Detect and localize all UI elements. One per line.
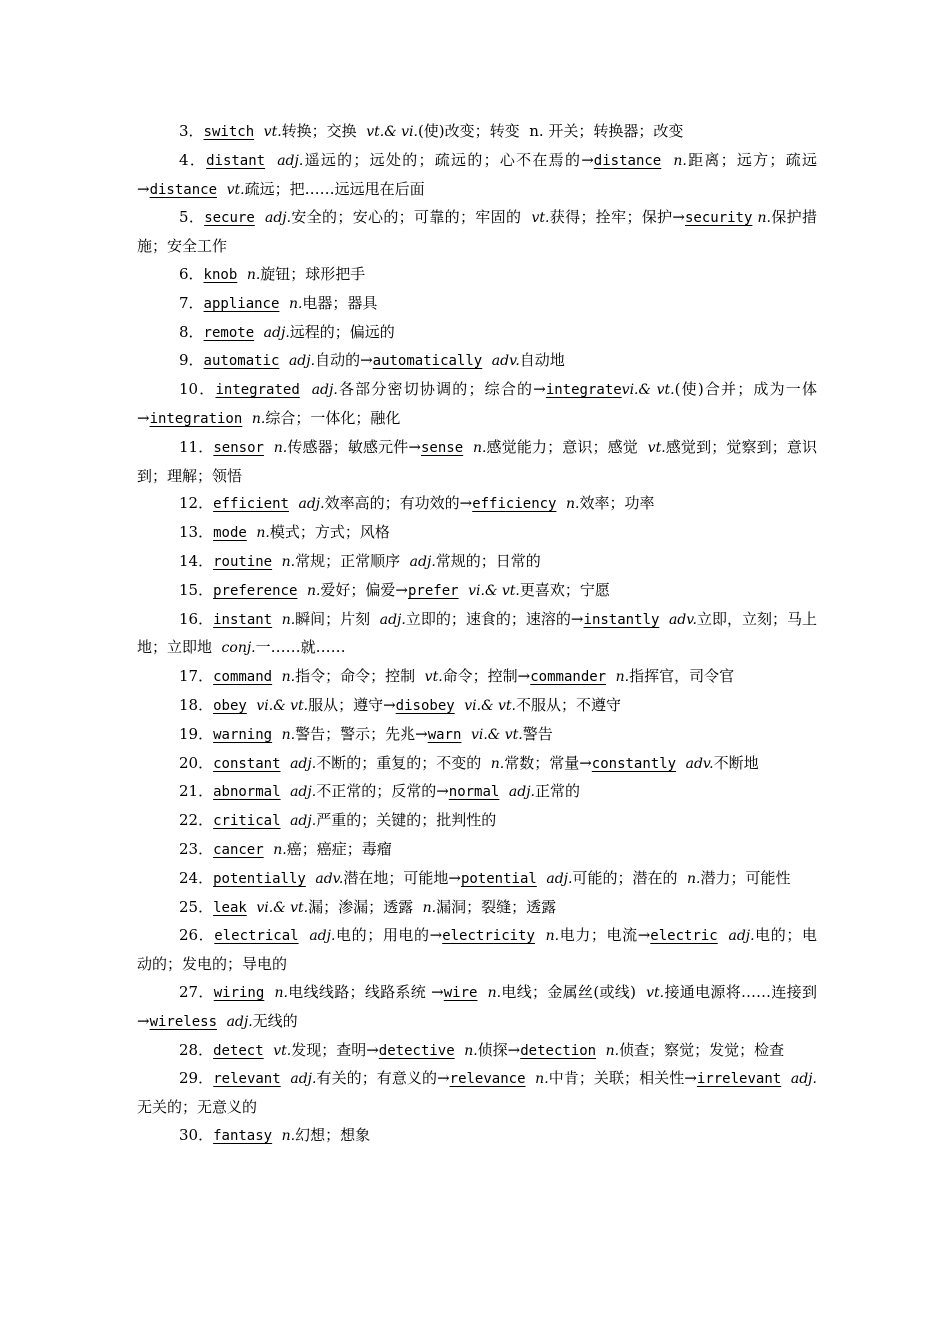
entry-text: 电力；电流→ bbox=[559, 926, 651, 945]
entry-text bbox=[264, 983, 274, 1001]
entry-text bbox=[659, 610, 669, 628]
entry-text: 转换；交换 bbox=[281, 122, 367, 140]
vocab-entry bbox=[137, 1065, 817, 1122]
vocab-word: relevance bbox=[449, 1071, 526, 1088]
entry-text: 正常的 bbox=[535, 782, 581, 801]
entry-text bbox=[247, 696, 257, 714]
part-of-speech: n. bbox=[288, 295, 303, 312]
part-of-speech: vi.& vt. bbox=[464, 697, 516, 714]
entry-text: 30． bbox=[179, 1125, 214, 1144]
entry-text: 23． bbox=[179, 839, 214, 858]
entry-text bbox=[526, 1069, 536, 1087]
part-of-speech: n. bbox=[673, 152, 687, 169]
entry-text: 严重的；关键的；批判性的 bbox=[316, 811, 497, 830]
entry-text: 获得；拴牢；保护→ bbox=[549, 208, 685, 227]
entry-text: 中肯；关联；相关性→ bbox=[548, 1069, 697, 1088]
vocab-word: irrelevant bbox=[696, 1071, 782, 1088]
entry-text: 10． bbox=[179, 380, 216, 399]
part-of-speech: n. bbox=[256, 525, 270, 542]
entry-text bbox=[281, 1069, 291, 1087]
part-of-speech: n. bbox=[605, 1042, 620, 1059]
entry-text: 电器；器具 bbox=[302, 293, 378, 312]
entry-text bbox=[299, 926, 310, 944]
entry-text: 疏远；把……远远甩在后面 bbox=[244, 179, 425, 198]
entry-text bbox=[255, 208, 265, 226]
entry-text: 效率；功率 bbox=[579, 494, 655, 513]
vocab-entry bbox=[137, 922, 817, 979]
part-of-speech: adj. bbox=[309, 928, 336, 945]
entry-text bbox=[254, 323, 264, 341]
part-of-speech: n. bbox=[422, 899, 437, 916]
entry-text: 无关的；无意义的 bbox=[137, 1098, 258, 1117]
entry-text: 漏洞；裂缝；透露 bbox=[436, 897, 557, 916]
vocab-entry bbox=[137, 204, 817, 261]
entry-text bbox=[556, 494, 566, 512]
part-of-speech: vi.& vt. bbox=[468, 582, 520, 599]
entry-text: 9． bbox=[179, 351, 204, 370]
entry-text bbox=[264, 1041, 274, 1059]
part-of-speech: vt. bbox=[531, 210, 550, 227]
entry-text bbox=[279, 351, 289, 369]
vocab-word: detective bbox=[378, 1042, 455, 1059]
entry-text: 各部分密切协调的；综合的→ bbox=[337, 380, 546, 399]
entry-text: 侦查；察觉；发觉；检查 bbox=[619, 1040, 785, 1059]
vocab-word: switch bbox=[203, 124, 255, 140]
entry-text: 服从；遵守→ bbox=[308, 695, 396, 714]
entry-text: 21． bbox=[179, 782, 214, 801]
vocab-word: constant bbox=[213, 755, 281, 772]
part-of-speech: adj. bbox=[728, 928, 755, 945]
vocab-word: integrated bbox=[215, 382, 300, 399]
entry-text: 常数；常量→ bbox=[504, 753, 592, 772]
vocab-word: wireless bbox=[149, 1013, 218, 1030]
vocab-word: electricity bbox=[442, 928, 535, 945]
entry-text bbox=[297, 581, 307, 599]
vocab-entry bbox=[137, 490, 817, 519]
entry-text: 综合；一体化；融化 bbox=[265, 408, 401, 427]
part-of-speech: n. bbox=[545, 928, 560, 945]
entry-text bbox=[272, 725, 282, 743]
entry-text bbox=[272, 667, 282, 685]
vocab-word: distance bbox=[149, 181, 218, 198]
part-of-speech: vt. bbox=[646, 984, 665, 1001]
vocab-word: sense bbox=[420, 439, 464, 456]
vocab-entry bbox=[137, 1122, 817, 1151]
part-of-speech: n. bbox=[566, 496, 580, 513]
vocab-word: automatic bbox=[203, 353, 280, 370]
entry-text bbox=[281, 782, 291, 800]
entry-text: 26． bbox=[179, 926, 215, 945]
vocab-word: mode bbox=[213, 525, 247, 542]
entry-text bbox=[264, 840, 274, 858]
vocab-word: remote bbox=[203, 324, 255, 341]
part-of-speech: vt. bbox=[273, 1042, 292, 1059]
vocab-word: distance bbox=[593, 152, 662, 169]
entry-text bbox=[455, 696, 465, 714]
entry-text: 无线的 bbox=[252, 1011, 298, 1030]
entry-text: 17． bbox=[179, 667, 214, 686]
entry-text: 7． bbox=[179, 293, 204, 312]
vocab-entry bbox=[137, 721, 817, 750]
part-of-speech: adj. bbox=[546, 870, 573, 887]
entry-text: 自动的→ bbox=[315, 351, 373, 370]
entry-text: 瞬间；片刻 bbox=[295, 609, 380, 628]
entry-text: 28． bbox=[179, 1040, 214, 1059]
entry-text: 不断地 bbox=[713, 753, 759, 772]
part-of-speech: adj. bbox=[409, 553, 436, 570]
part-of-speech: adj. bbox=[226, 1013, 253, 1030]
vocab-entry bbox=[137, 894, 817, 923]
entry-text: 幻想；想象 bbox=[295, 1125, 371, 1144]
entry-text: 漏；渗漏；透露 bbox=[308, 897, 423, 916]
vocab-word: electrical bbox=[214, 928, 299, 945]
entry-text: 电线线路；线路系统 → bbox=[287, 982, 444, 1001]
vocab-word: wiring bbox=[213, 984, 265, 1001]
entry-text: 模式；方式；风格 bbox=[269, 523, 390, 542]
entry-text bbox=[264, 438, 274, 456]
part-of-speech: n. bbox=[281, 553, 296, 570]
vocab-word: detect bbox=[213, 1042, 264, 1059]
part-of-speech: adj. bbox=[298, 496, 325, 513]
entry-text bbox=[247, 898, 257, 916]
entry-text bbox=[281, 811, 291, 829]
vocab-word: electric bbox=[650, 928, 718, 945]
vocab-entry bbox=[137, 606, 817, 664]
entry-text bbox=[254, 122, 264, 140]
entry-text: 22． bbox=[179, 811, 214, 830]
part-of-speech: adj. bbox=[379, 611, 406, 628]
part-of-speech: adj. bbox=[311, 382, 338, 399]
entry-text bbox=[718, 926, 729, 944]
entry-text: 3． bbox=[179, 122, 204, 140]
vocab-word: warn bbox=[427, 726, 462, 743]
entry-text bbox=[781, 1069, 791, 1087]
vocab-word: sensor bbox=[213, 439, 264, 456]
part-of-speech: n. bbox=[281, 726, 296, 743]
entry-text: 旋钮；球形把手 bbox=[260, 264, 366, 283]
part-of-speech: vt. bbox=[263, 124, 282, 140]
vocab-entry bbox=[137, 376, 817, 434]
entry-text: 25． bbox=[179, 897, 214, 916]
vocab-word: wire bbox=[443, 984, 478, 1001]
part-of-speech: n. bbox=[274, 984, 288, 1001]
entry-text: 13． bbox=[179, 523, 214, 542]
part-of-speech: n. bbox=[251, 410, 266, 427]
vocab-word: efficiency bbox=[472, 496, 557, 513]
part-of-speech: n. bbox=[615, 669, 630, 686]
entry-text: 接通电源将……连接到→ bbox=[137, 982, 817, 1030]
part-of-speech: adv. bbox=[685, 755, 714, 772]
entry-text: 不服从；不遵守 bbox=[515, 695, 621, 714]
vocab-entry bbox=[137, 692, 817, 721]
vocab-entry bbox=[137, 807, 817, 836]
entry-text bbox=[237, 265, 247, 283]
entry-text: 爱好；偏爱→ bbox=[320, 580, 408, 599]
vocab-word: routine bbox=[213, 553, 273, 570]
entry-text: 感觉能力；意识；感觉 bbox=[486, 437, 648, 456]
part-of-speech: adv. bbox=[491, 353, 520, 370]
entry-text: 感觉到；觉察到；意识到；理解；领悟 bbox=[137, 437, 817, 485]
vocab-entry bbox=[137, 979, 817, 1037]
vocab-word: efficient bbox=[213, 496, 289, 513]
entry-text bbox=[661, 151, 673, 169]
entry-text: 癌；癌症；毒瘤 bbox=[286, 839, 392, 858]
vocab-entry bbox=[137, 347, 817, 376]
entry-text: 电的；用电的→ bbox=[335, 926, 443, 945]
entry-text: 侦探→ bbox=[477, 1040, 521, 1059]
entry-text bbox=[306, 869, 316, 887]
part-of-speech: vi.& vt. bbox=[621, 382, 675, 399]
entry-text bbox=[272, 552, 282, 570]
vocab-word: potentially bbox=[213, 870, 306, 887]
entry-text: 16． bbox=[179, 609, 214, 628]
entry-text: 12． bbox=[179, 494, 214, 513]
vocab-entry bbox=[137, 577, 817, 606]
vocab-entry bbox=[137, 434, 817, 491]
entry-text: 指挥官，司令官 bbox=[629, 667, 735, 686]
vocab-word: command bbox=[213, 669, 273, 686]
entry-text bbox=[265, 151, 277, 169]
part-of-speech: adj. bbox=[264, 210, 292, 227]
entry-text: 潜在地；可能地→ bbox=[343, 868, 461, 887]
entry-text bbox=[477, 983, 487, 1001]
part-of-speech: n. bbox=[281, 611, 296, 628]
vocab-word: security bbox=[684, 210, 753, 227]
entry-text: 不正常的；反常的→ bbox=[316, 782, 449, 801]
entry-text: 立即，立刻；马上地；立即地 bbox=[137, 609, 818, 657]
entry-text bbox=[279, 294, 289, 312]
entry-text: (使)合并；成为一体→ bbox=[137, 380, 817, 427]
part-of-speech: n. bbox=[757, 210, 771, 227]
part-of-speech: n. bbox=[246, 266, 261, 283]
entry-text: 29． bbox=[179, 1069, 214, 1088]
part-of-speech: adv. bbox=[315, 870, 344, 887]
entry-text bbox=[289, 494, 299, 512]
vocab-word: disobey bbox=[395, 697, 455, 714]
entry-text: 传感器；敏感元件→ bbox=[287, 437, 421, 456]
vocab-entry bbox=[137, 750, 817, 779]
vocab-entry bbox=[137, 290, 817, 319]
part-of-speech: adj. bbox=[290, 813, 317, 830]
vocab-word: fantasy bbox=[213, 1127, 273, 1144]
part-of-speech: adj. bbox=[290, 755, 317, 772]
entry-text: 常规的；日常的 bbox=[435, 551, 541, 570]
entry-text: 18． bbox=[179, 695, 214, 714]
part-of-speech: n. bbox=[464, 1042, 478, 1059]
part-of-speech: adj. bbox=[290, 1071, 317, 1088]
part-of-speech: vi.& vt. bbox=[470, 726, 523, 743]
part-of-speech: adj. bbox=[288, 353, 316, 370]
part-of-speech: n. bbox=[273, 841, 287, 858]
part-of-speech: vi.& vt. bbox=[256, 697, 309, 714]
vocab-entry bbox=[137, 1037, 817, 1066]
vocab-word: relevant bbox=[213, 1071, 281, 1088]
entry-text: 常规；正常顺序 bbox=[295, 551, 410, 570]
entry-text bbox=[247, 523, 257, 541]
vocab-entry bbox=[137, 836, 817, 865]
entry-text: 警告；警示；先兆→ bbox=[295, 724, 428, 743]
vocab-word: commander bbox=[530, 669, 607, 686]
entry-text: 15． bbox=[179, 580, 214, 599]
entry-text: 更喜欢；宁愿 bbox=[519, 580, 610, 599]
vocab-word: integrate bbox=[545, 382, 622, 399]
entry-text bbox=[482, 351, 492, 369]
entry-text: 电线；金属丝(或线) bbox=[501, 982, 647, 1001]
entry-text: 警告 bbox=[522, 724, 553, 743]
entry-text bbox=[272, 610, 282, 628]
vocab-entry bbox=[137, 778, 817, 807]
vocab-word: obey bbox=[213, 697, 247, 714]
vocab-word: automatically bbox=[372, 353, 483, 370]
entry-text: 远程的；偏远的 bbox=[289, 322, 395, 341]
part-of-speech: vt. bbox=[647, 439, 666, 456]
part-of-speech: vt.& vi. bbox=[366, 124, 418, 140]
entry-text: 发现；查明→ bbox=[291, 1040, 379, 1059]
entry-text: 指令；命令；控制 bbox=[295, 667, 425, 686]
entry-text: 19． bbox=[179, 724, 214, 743]
entry-text: 有关的；有意义的→ bbox=[316, 1069, 450, 1088]
entry-text bbox=[281, 754, 291, 772]
vocab-entry bbox=[137, 118, 817, 147]
part-of-speech: n. bbox=[687, 870, 701, 887]
part-of-speech: n. bbox=[490, 755, 505, 772]
part-of-speech: adj. bbox=[290, 784, 317, 801]
part-of-speech: adj. bbox=[277, 152, 304, 169]
part-of-speech: n. bbox=[535, 1071, 549, 1088]
vocab-word: distant bbox=[206, 152, 266, 169]
entry-text: 24． bbox=[179, 868, 214, 887]
entry-text: 27． bbox=[179, 982, 214, 1001]
entry-text bbox=[242, 409, 252, 427]
part-of-speech: vt. bbox=[226, 181, 245, 198]
entry-text: 14． bbox=[179, 551, 214, 570]
entry-text: 11． bbox=[179, 437, 214, 456]
vocab-word: cancer bbox=[213, 841, 264, 858]
part-of-speech: n. bbox=[281, 1127, 296, 1144]
vocab-word: leak bbox=[213, 899, 247, 916]
vocab-word: normal bbox=[448, 784, 500, 801]
entry-text bbox=[300, 380, 312, 398]
entry-text bbox=[606, 667, 616, 685]
vocab-word: secure bbox=[204, 210, 255, 227]
vocab-word: knob bbox=[203, 266, 238, 283]
vocab-word: preference bbox=[213, 582, 298, 599]
entry-text bbox=[217, 1012, 227, 1030]
entry-text: 潜力；可能性 bbox=[700, 868, 791, 887]
vocab-entry bbox=[137, 261, 817, 290]
entry-text bbox=[596, 1041, 606, 1059]
entry-text: 6． bbox=[179, 264, 204, 283]
vocab-entry bbox=[137, 519, 817, 548]
part-of-speech: n. bbox=[472, 439, 487, 456]
vocabulary-list bbox=[137, 118, 817, 1151]
entry-text: 可能的；潜在的 bbox=[572, 868, 688, 887]
part-of-speech: n. bbox=[306, 582, 321, 599]
entry-text bbox=[537, 869, 547, 887]
part-of-speech: vt. bbox=[424, 669, 443, 686]
vocab-word: instantly bbox=[583, 611, 660, 628]
entry-text bbox=[463, 438, 473, 456]
entry-text: 电的；电动的；发电的；导电的 bbox=[137, 926, 817, 974]
entry-text: 保护措施；安全工作 bbox=[137, 208, 817, 256]
vocab-word: warning bbox=[213, 726, 273, 743]
entry-text bbox=[217, 180, 227, 198]
part-of-speech: conj. bbox=[221, 640, 256, 657]
vocab-entry bbox=[137, 319, 817, 348]
entry-text: 5． bbox=[179, 208, 205, 227]
entry-text: 安全的；安心的；可靠的；牢固的 bbox=[291, 208, 532, 227]
part-of-speech: n. bbox=[487, 984, 502, 1001]
entry-text: 20． bbox=[179, 753, 214, 772]
entry-text: 8． bbox=[179, 322, 204, 341]
entry-text bbox=[461, 725, 471, 743]
part-of-speech: adj. bbox=[263, 324, 290, 341]
entry-text: 遥远的；远处的；疏远的；心不在焉的→ bbox=[303, 150, 594, 169]
part-of-speech: adv. bbox=[668, 611, 697, 628]
vocab-word: potential bbox=[460, 870, 537, 887]
entry-text: 不断的；重复的；不变的 bbox=[316, 753, 491, 772]
entry-text: 立即的；速食的；速溶的→ bbox=[405, 609, 584, 628]
part-of-speech: adj. bbox=[790, 1071, 817, 1088]
vocab-word: critical bbox=[213, 813, 281, 830]
vocab-word: integration bbox=[149, 410, 243, 427]
vocab-entry bbox=[137, 663, 817, 692]
entry-text: 效率高的；有功效的→ bbox=[324, 494, 473, 513]
entry-text: 距离；远方；疏远→ bbox=[137, 150, 817, 198]
vocab-word: instant bbox=[213, 611, 273, 628]
entry-text bbox=[499, 782, 509, 800]
entry-text bbox=[459, 581, 469, 599]
entry-text bbox=[535, 926, 546, 944]
part-of-speech: vi.& vt. bbox=[256, 899, 309, 916]
entry-text bbox=[455, 1041, 465, 1059]
vocab-word: prefer bbox=[407, 582, 459, 599]
part-of-speech: n. bbox=[281, 669, 296, 686]
vocab-entry bbox=[137, 147, 817, 205]
entry-text bbox=[272, 1126, 282, 1144]
vocab-word: constantly bbox=[591, 755, 677, 772]
vocab-word: detection bbox=[520, 1042, 597, 1059]
part-of-speech: adj. bbox=[508, 784, 535, 801]
vocab-entry bbox=[137, 548, 817, 577]
entry-text: (使)改变；转变 n. 开关；转换器；改变 bbox=[417, 122, 684, 140]
vocab-entry bbox=[137, 865, 817, 894]
entry-text: 命令；控制→ bbox=[442, 667, 531, 686]
part-of-speech: n. bbox=[273, 439, 288, 456]
entry-text bbox=[676, 754, 686, 772]
vocab-word: appliance bbox=[203, 295, 280, 312]
entry-text: 一……就…… bbox=[255, 638, 346, 657]
entry-text: 自动地 bbox=[519, 351, 565, 370]
vocab-word: abnormal bbox=[213, 784, 281, 801]
entry-text: 4． bbox=[179, 150, 207, 169]
